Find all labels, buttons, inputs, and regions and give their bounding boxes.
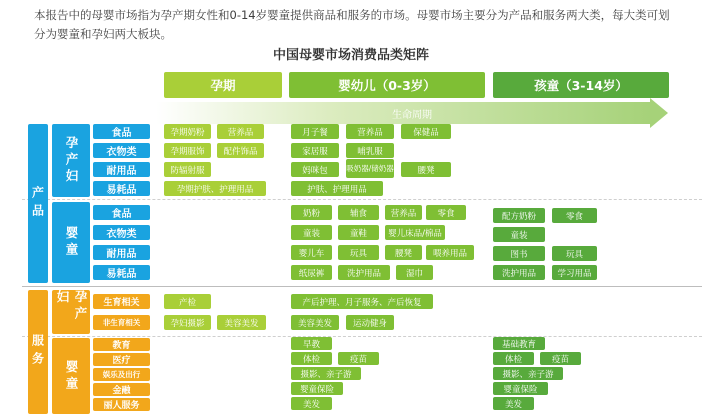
category-consumables: 易耗品 [93,265,150,280]
tag: 童装 [291,225,332,240]
tag: 奶粉 [291,205,332,220]
subgroup-label: 孕产妇 [64,135,79,186]
tag: 玩具 [552,246,597,261]
tag: 婴儿车 [291,245,332,260]
group-product [28,124,48,283]
group-service-label: 服务 [30,334,45,370]
tag: 孕期护肤、护理用品 [164,181,266,196]
tag: 妈咪包 [291,162,339,177]
tag: 美容美发 [291,315,339,330]
tag: 婴童保险 [291,382,343,395]
category-consumables: 易耗品 [93,181,150,196]
tag: 喂养用品 [426,245,474,260]
tag: 婴童保险 [493,382,548,395]
tag: 腰凳 [401,162,451,177]
tag: 湿巾 [396,265,433,280]
tag: 玩具 [338,245,379,260]
tag: 孕妇摄影 [164,315,211,330]
intro-text: 本报告中的母婴市场指为孕产期女性和0-14岁婴童提供商品和服务的市场。母婴市场主要分为产品和服务两大类，每大类可划分为婴童和孕妇两大板块。 [34,8,670,41]
tag: 保健品 [401,124,451,139]
tag: 学习用品 [552,265,597,280]
tag: 图书 [493,246,545,261]
category-clothing: 衣物类 [93,225,150,240]
tag: 纸尿裤 [291,265,332,280]
stage-infant: 婴幼儿（0-3岁） [289,72,485,98]
tag: 体检 [291,352,332,365]
tag: 疫苗 [338,352,379,365]
category-durables: 耐用品 [93,245,150,260]
tag: 辅食 [338,205,379,220]
tag: 孕期奶粉 [164,124,211,139]
group-service [28,290,48,414]
tag: 营养品 [385,205,422,220]
lifecycle-arrow-head [650,98,668,128]
lifecycle-label: 生命周期 [392,110,432,121]
tag: 美容美发 [217,315,266,330]
category-education: 教育 [93,338,150,351]
tag: 腰凳 [385,245,422,260]
tag: 疫苗 [540,352,581,365]
tag: 配方奶粉 [493,208,545,223]
subgroup-product-pregnant [52,124,90,197]
tag: 家居服 [291,143,339,158]
tag: 童鞋 [338,225,379,240]
tag: 运动健身 [346,315,394,330]
tag: 美发 [493,397,534,410]
lifecycle-arrow [156,102,668,124]
category-birth-related: 生育相关 [93,294,150,309]
tag: 童装 [493,227,545,242]
tag: 营养品 [346,124,394,139]
tag: 吸奶器/储奶器 [346,159,394,178]
tag: 零食 [552,208,597,223]
diagram-title: 中国母婴市场消费品类矩阵 [272,48,429,63]
subgroup-label: 孕产妇 [55,290,88,323]
tag: 护肤、护理用品 [291,181,383,196]
subgroup-service-pregnant [52,290,90,334]
tag: 洗护用品 [338,265,390,280]
tag: 摄影、亲子游 [291,367,361,380]
tag: 零食 [426,205,466,220]
tag: 防辐射服 [164,162,211,177]
tag: 哺乳服 [346,143,394,158]
tag: 营养品 [217,124,264,139]
tag: 产检 [164,294,211,309]
group-product-label: 产品 [30,185,45,222]
category-non-birth-related: 非生育相关 [93,315,150,330]
tag: 孕期服饰 [164,143,211,158]
subgroup-service-infant [52,338,90,414]
category-entertainment-travel: 娱乐及出行 [93,368,150,381]
tag: 基础教育 [493,337,545,350]
tag: 洗护用品 [493,265,545,280]
divider-line [22,286,702,287]
subgroup-label: 婴童 [64,226,79,259]
subgroup-label: 婴童 [64,359,79,393]
category-beauty-services: 丽人服务 [93,398,150,411]
category-food: 食品 [93,124,150,139]
tag: 体检 [493,352,534,365]
category-food: 食品 [93,205,150,220]
tag: 摄影、亲子游 [493,367,563,380]
divider-line [22,336,702,337]
tag: 月子餐 [291,124,339,139]
tag: 美发 [291,397,332,410]
category-finance: 金融 [93,383,150,396]
category-clothing: 衣物类 [93,143,150,158]
tag: 婴儿床品/棉品 [385,225,445,240]
stage-pregnancy: 孕期 [164,72,282,98]
subgroup-product-infant [52,202,90,283]
category-medical: 医疗 [93,353,150,366]
tag: 早教 [291,337,332,350]
divider-line [22,199,702,200]
category-durables: 耐用品 [93,162,150,177]
tag: 产后护理、月子服务、产后恢复 [291,294,433,309]
stage-child: 孩童（3-14岁） [493,72,669,98]
tag: 配件饰品 [217,143,264,158]
